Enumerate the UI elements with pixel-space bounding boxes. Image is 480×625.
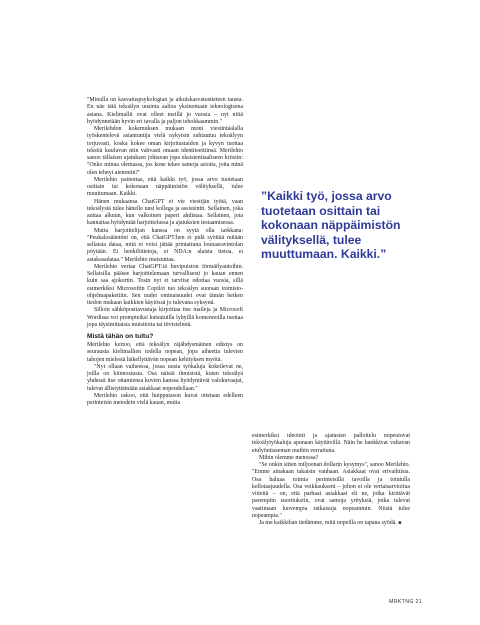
end-mark-icon: ■ <box>398 521 402 526</box>
pull-quote: ”Kaikki työ, jossa arvo tuotetaan osittain tai kokonaan näppäimistön välityksellä, tulee muuttumaan. Kaikki.” <box>261 189 401 262</box>
paragraph: "Nyt ollaan vaiheessa, jossa uusia työkaluja kokeilevat ne, joilla on kiinnostusta. Osa näistä ihmisistä, kuten tekoälyä yhdessä itse ottamiensa kuvien kanssa hyödyntävät valokuvaajat, tulevat ällistyttämään asiakkaat nopeudellaan." <box>87 363 243 392</box>
paragraph: Merilehto painottaa, että kaikki työ, jossa arvo tuotetaan osittain tai kokonaan näppäimistön välityksellä, tulee muuttumaan. Kaikki. <box>87 176 243 198</box>
paragraph: esimerkiksi ideointi ja ajatusten pallottelu nopeutuvat tekoälytyökaluja apunaan käyttävillä. Näin he hankkivat valtavan etulyöntiaseman muihin verrattuna. <box>252 433 410 454</box>
paragraph: Mihin olemme menossa? <box>259 454 319 461</box>
paragraph: Merilehdon kokemuksen mukaan moni viestintäalalla työskentelevä asiantuntija vielä nykyisin suhtautuu tekoälyyn torjuvasti, koska kokee oman kirjoitustaidon ja kyvyn tuottaa tekstiä kuuluvan niin vahvasti omaan identiteettiinsä. Merilehto sanoo tällaisen ajatuksen johtavan jopa eksistentiaaliseen kriisiin: "Onko minua olemassa, jos kone tekee samoja asioita, joita minä olen tehnyt aiemmin?" <box>87 126 243 176</box>
section-heading: Mistä tähän on tultu? <box>87 333 154 340</box>
paragraph: Silloin sähköpostiavustaja kirjoittaa itse maileja ja Microsoft Wordissa voi prompteiksi kutsutuilla lyhyillä komennoilla tuottaa jopa täysimittaisia muistioita tai tiivistelmiä. <box>87 307 243 328</box>
paragraph: Hänen mukaansa ChatGPT ei vie viestijän työtä, vaan tekoälystä tulee hänelle uusi kollega ja assistentti. Sellainen, joka auttaa alkuun, kun valkoinen paperi ahdistaa. Sellainen, jota kannattaa hyödyntää harjoittelussa ja ajatuksien testaamisessa. <box>87 198 243 227</box>
paragraph: Merilehto kertoo, että tekoälyn räjähdysmäinen edistys on seurausta kielimallien todella nopean, jopa aiheetta tulevien tahojen mielestä häkellyttävän nopean kehityksen myötä. <box>87 342 243 363</box>
right-column <box>252 433 410 527</box>
paragraph: "Se onkin sitten miljoonan dollarin kysymys", sanoo Merilehto. "Emme ainakaan takaisin vanhaan. Asiakkaat ovat erivaihtisia. Osa haluaa toimia perinteisillä tavoilla ja totutulla kellotaajuudella. Osa veikkaukseni – johon ei ole vertaisarvioitua viitettä – on, että parhaat asiakkaat eli ne, jotka kirittävät parempiin suorituksiin, ovat samoja yrityksiä, jotka tulevat vaatimaan luovempia ratkaisuja nopeammin. Niistä tulee nopeampia." <box>252 462 410 519</box>
left-column <box>87 97 243 407</box>
page-footer: MRKTNG 21 <box>388 599 422 605</box>
paragraph <box>252 520 410 527</box>
closing-sentence: Ja me kaikkihan tiedämme, mitä nopeilla on tapana syödä. <box>259 520 397 526</box>
paragraph: Merilehto uskoo, että huipputason kuvat ottetaan edelleen perinteisin metodein vielä kauan, mutta <box>87 392 243 406</box>
paragraph: "Minulla on kasvatuspsykologian ja aikuiskasvatustieteen tausta. En näe tätä tekoälyn uusinta aaltoa yksinomaan teknologisena asiana. Kielimallit ovat olleet meillä jo vuosia – nyt niitä hyödynnetään hyvin eri tavalla ja paljon tehokkaammin." <box>87 97 243 125</box>
paragraph: Mutta harjoittelijan kanssa on syytä olla tarkkana: "Peukalosääntöni on, että ChatGPT:hen ei pidä syöttää mitään sellaista dataa, mitä ei voisi jättää printattuna lounasravintolan pöytään. Ei henkilötietoja, ei NDA:n alaista tietoa, ei asiakasadataa." Merilehto muistuttaa. <box>87 227 243 263</box>
paragraph: Merilehto vertaa ChatGPT:tä huvipuiston törmäilyautoihin. Sellaisilla pääsee harjoittelemaan turvallisesti jo kauan ennen kuin saa ajokortin. Tosin nyt ei tarvitse odottaa vuosia, sillä esimerkiksi Microsoftin Copilot tuo tekoälyn suoraan toimisto-ohjelmapakettiin. Sen uudet ominaisuudet ovat tämän hetken tiedon mukaan kaikkien käytössä jo tulevana syksynä. <box>87 263 243 306</box>
